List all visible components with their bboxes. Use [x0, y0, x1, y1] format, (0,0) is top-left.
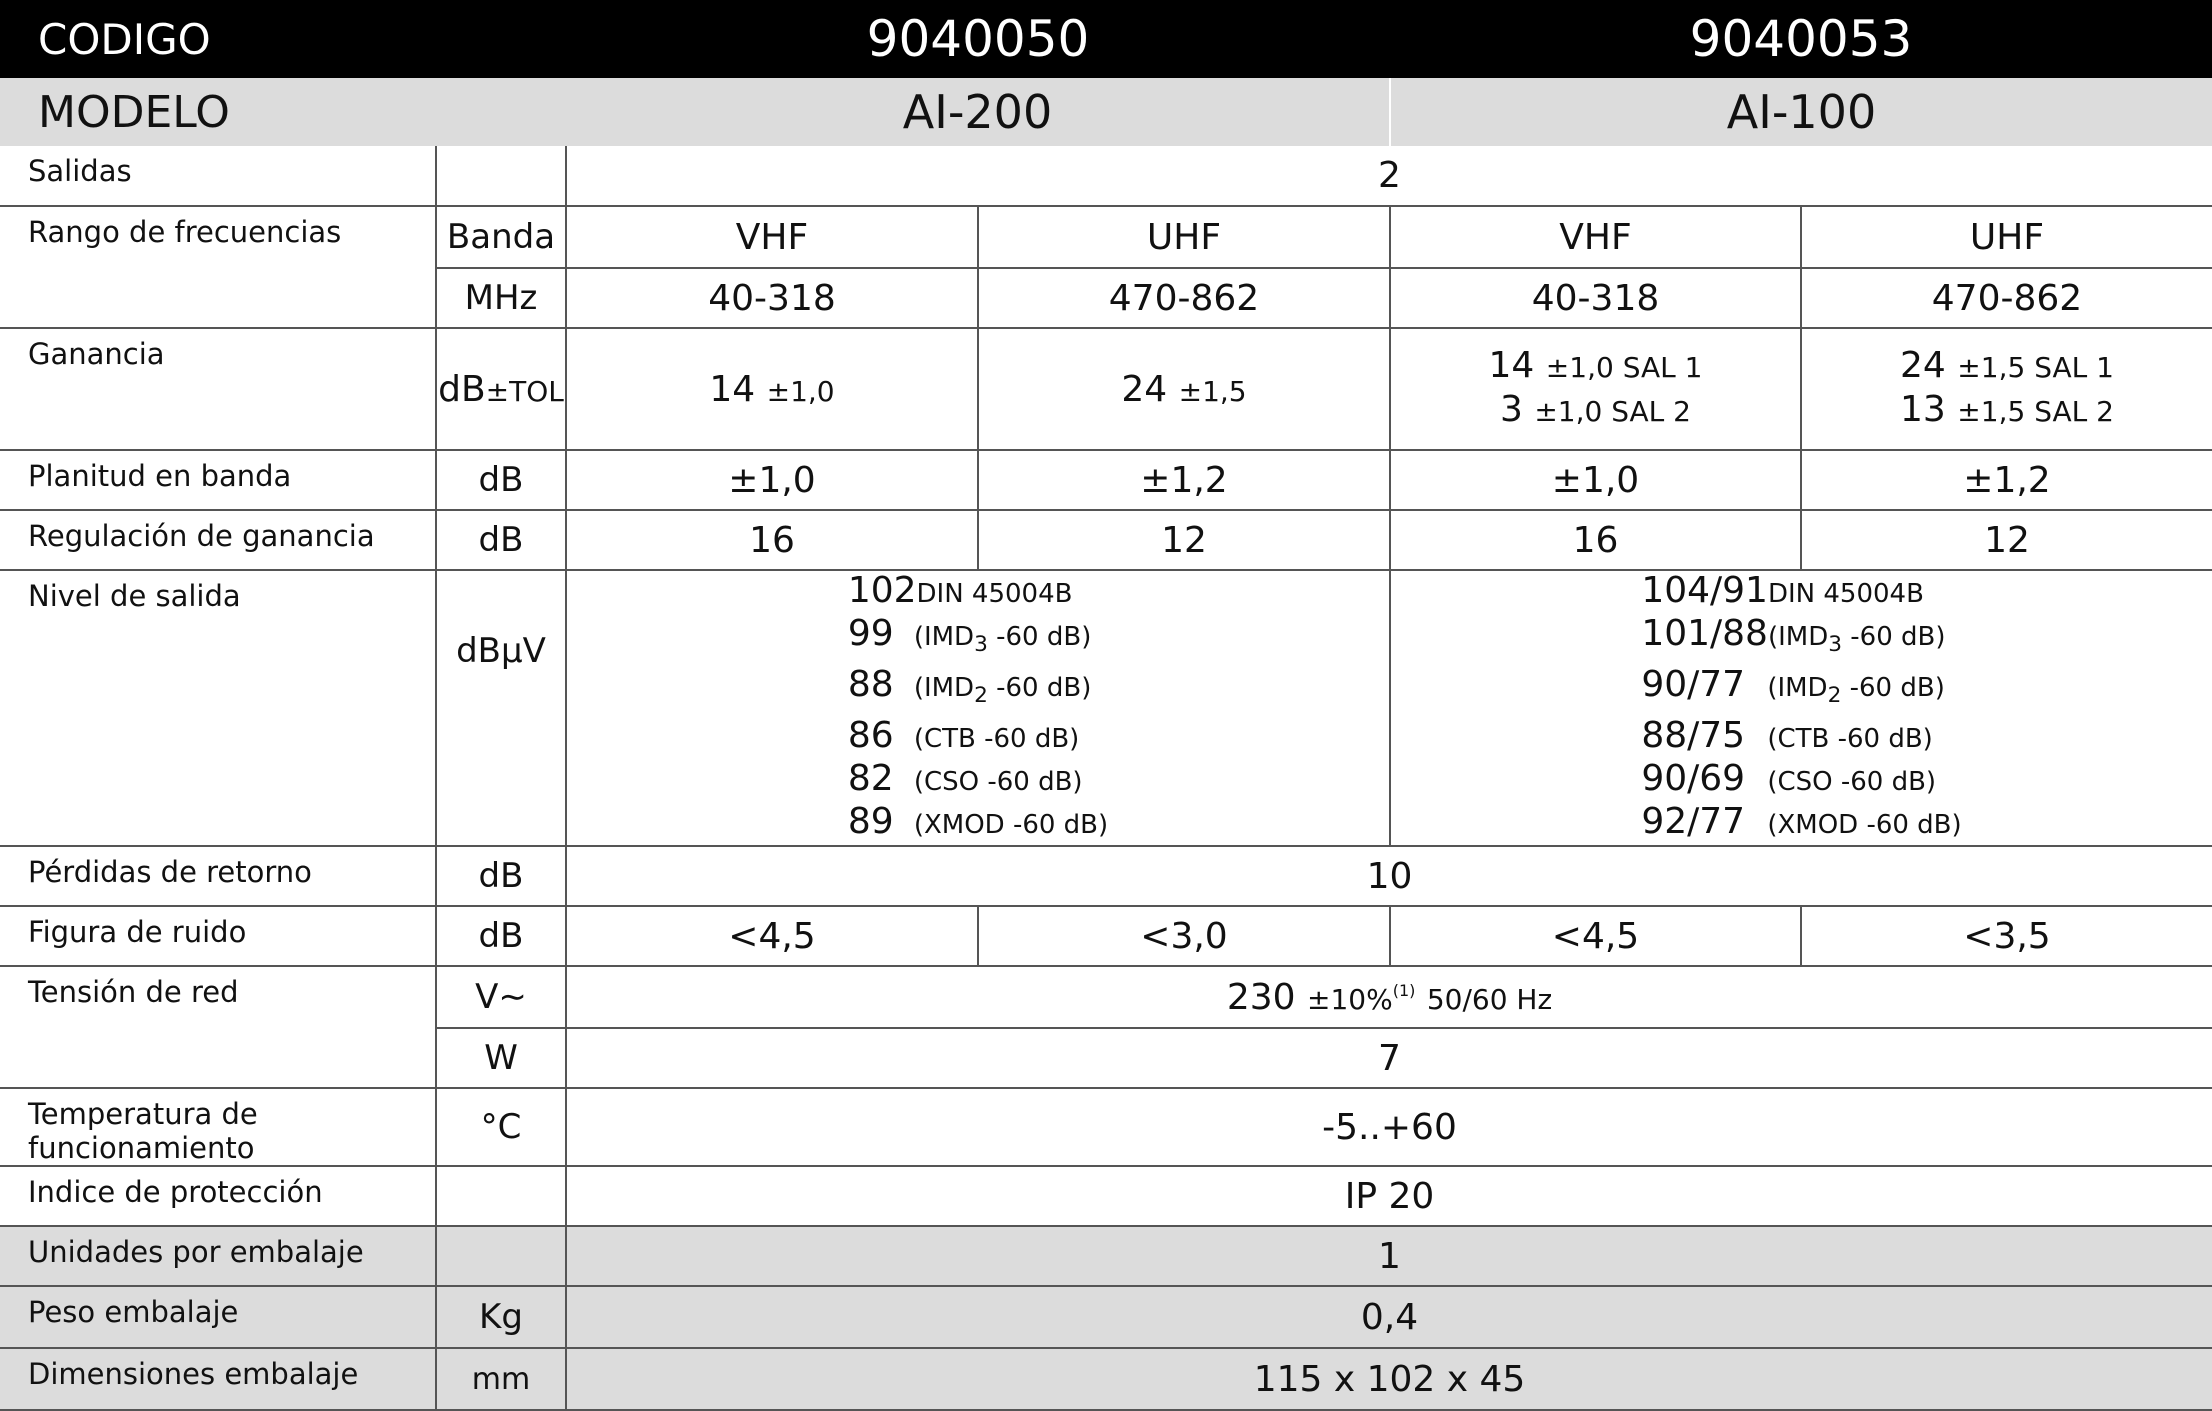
- ganancia-value: 3: [1499, 389, 1523, 430]
- nivel-desc: -60 dB): [987, 673, 1092, 704]
- nivel-value: 88: [847, 664, 894, 706]
- ruido-cell: <4,5: [1390, 906, 1801, 966]
- tension-v-row: [0, 966, 2212, 1028]
- perdidas-row: [0, 846, 2212, 906]
- ganancia-value: 24: [1121, 368, 1168, 410]
- ganancia-unit-main: dB: [438, 368, 486, 410]
- nivel-desc: (CSO -60 dB): [913, 767, 1083, 798]
- nivel-row: [0, 570, 2212, 846]
- nivel-desc: (IMD: [913, 673, 975, 704]
- ganancia-value: 14: [709, 368, 756, 410]
- tension-v-value: [566, 966, 2212, 1028]
- regulacion-label: Regulación de ganancia: [0, 510, 436, 570]
- ganancia-unit-sub: ±TOL: [485, 374, 564, 408]
- proteccion-unit: [436, 1166, 566, 1226]
- nivel-desc: (CTB -60 dB): [1767, 724, 1933, 755]
- unidades-row: [0, 1226, 2212, 1286]
- peso-value: 0,4: [566, 1286, 2212, 1348]
- nivel-value: 82: [847, 758, 894, 800]
- nivel-value: 101/88: [1641, 613, 1768, 654]
- modelo-row: [0, 78, 2212, 146]
- nivel-desc: (XMOD -60 dB): [1767, 810, 1962, 841]
- banda-cell: UHF: [1801, 206, 2212, 268]
- nivel-desc: -60 dB): [1842, 622, 1946, 652]
- modelo-ai100: AI-100: [1390, 78, 2212, 146]
- ganancia-tol: ±1,5 SAL 2: [1957, 395, 2114, 428]
- peso-row: [0, 1286, 2212, 1348]
- planitud-label: Planitud en banda: [0, 450, 436, 510]
- banda-cell: VHF: [1390, 206, 1801, 268]
- nivel-desc: DIN 45004B: [1767, 579, 1924, 609]
- mhz-cell: 40-318: [1390, 268, 1801, 328]
- nivel-label: Nivel de salida: [0, 570, 436, 846]
- codigo-ai100: 9040053: [1390, 0, 2212, 78]
- nivel-value: 99: [847, 613, 894, 654]
- tension-frequency: 50/60 Hz: [1426, 982, 1553, 1016]
- codigo-row: [0, 0, 2212, 78]
- nivel-value: 86: [847, 715, 894, 757]
- banda-row: [0, 206, 2212, 268]
- salidas-unit: [436, 146, 566, 206]
- planitud-cell: ±1,2: [978, 450, 1390, 510]
- tension-label: Tensión de red: [0, 966, 436, 1088]
- ganancia-label: Ganancia: [0, 328, 436, 450]
- proteccion-label: Indice de protección: [0, 1166, 436, 1226]
- tension-tolerance: ±10%: [1307, 982, 1393, 1016]
- temperatura-label: Temperatura de funcionamiento: [0, 1088, 436, 1166]
- nivel-desc-sub: 2: [974, 683, 988, 709]
- regulacion-row: [0, 510, 2212, 570]
- tension-v-unit: V∼: [436, 966, 566, 1028]
- ruido-cell: <4,5: [566, 906, 978, 966]
- ruido-row: [0, 906, 2212, 966]
- banda-cell: UHF: [978, 206, 1390, 268]
- dimensiones-value: 115 x 102 x 45: [566, 1348, 2212, 1410]
- regulacion-cell: 16: [1390, 510, 1801, 570]
- temperatura-row: [0, 1088, 2212, 1166]
- modelo-label: MODELO: [0, 78, 566, 146]
- proteccion-row: [0, 1166, 2212, 1226]
- ganancia-tol: ±1,5 SAL 1: [1957, 351, 2114, 384]
- nivel-desc-sub: 2: [1827, 683, 1842, 709]
- nivel-desc: (CSO -60 dB): [1767, 767, 1937, 798]
- ganancia-row: [0, 328, 2212, 450]
- salidas-label: Salidas: [28, 154, 132, 188]
- nivel-desc: (IMD: [1767, 673, 1828, 704]
- ganancia-value: 24: [1900, 345, 1946, 386]
- nivel-list: [848, 571, 1108, 845]
- planitud-cell: ±1,0: [1390, 450, 1801, 510]
- planitud-unit: dB: [436, 450, 566, 510]
- perdidas-value: 10: [566, 846, 2212, 906]
- ganancia-tol: ±1,0 SAL 2: [1534, 395, 1691, 428]
- perdidas-unit: dB: [436, 846, 566, 906]
- ruido-cell: <3,5: [1801, 906, 2212, 966]
- ganancia-cell: [566, 328, 978, 450]
- planitud-cell: ±1,2: [1801, 450, 2212, 510]
- nivel-desc: (CTB -60 dB): [913, 724, 1080, 755]
- regulacion-unit: dB: [436, 510, 566, 570]
- tension-w-unit: W: [436, 1028, 566, 1088]
- regulacion-cell: 12: [978, 510, 1390, 570]
- nivel-desc: (XMOD -60 dB): [913, 810, 1109, 841]
- unidades-label: Unidades por embalaje: [0, 1226, 436, 1286]
- tension-voltage: 230: [1226, 976, 1296, 1018]
- ruido-cell: <3,0: [978, 906, 1390, 966]
- nivel-ai200: [566, 570, 1390, 846]
- temperatura-unit: °C: [436, 1088, 566, 1166]
- tension-w-value: 7: [566, 1028, 2212, 1088]
- ruido-unit: dB: [436, 906, 566, 966]
- regulacion-cell: 12: [1801, 510, 2212, 570]
- banda-cell: VHF: [566, 206, 978, 268]
- planitud-row: [0, 450, 2212, 510]
- codigo-ai200: 9040050: [566, 0, 1390, 78]
- dimensiones-row: [0, 1348, 2212, 1410]
- regulacion-cell: 16: [566, 510, 978, 570]
- nivel-value: 92/77: [1641, 801, 1746, 843]
- ganancia-cell: [978, 328, 1390, 450]
- ganancia-tol: ±1,0 SAL 1: [1545, 351, 1703, 384]
- ganancia-unit: [436, 328, 566, 450]
- nivel-desc: (IMD: [913, 622, 975, 652]
- peso-label: Peso embalaje: [0, 1286, 436, 1348]
- codigo-label: CODIGO: [0, 0, 566, 78]
- unidades-value: 1: [566, 1226, 2212, 1286]
- ruido-label: Figura de ruido: [0, 906, 436, 966]
- planitud-cell: ±1,0: [566, 450, 978, 510]
- nivel-desc: -60 dB): [987, 622, 1092, 652]
- mhz-cell: 470-862: [978, 268, 1390, 328]
- ganancia-value: 13: [1900, 389, 1946, 430]
- rango-label: Rango de frecuencias: [0, 206, 436, 328]
- temperatura-value: -5..+60: [566, 1088, 2212, 1166]
- nivel-desc: DIN 45004B: [916, 579, 1073, 609]
- ganancia-cell: [1801, 328, 2212, 450]
- nivel-list: [1641, 571, 1961, 845]
- dimensiones-unit: mm: [436, 1348, 566, 1410]
- nivel-unit: dBμV: [436, 570, 566, 846]
- nivel-desc-sub: 3: [974, 632, 988, 658]
- nivel-desc: (IMD: [1767, 622, 1829, 652]
- nivel-value: 90/69: [1641, 758, 1746, 800]
- ganancia-tol: ±1,5: [1178, 374, 1247, 408]
- proteccion-value: IP 20: [566, 1166, 2212, 1226]
- banda-unit: Banda: [436, 206, 566, 268]
- salidas-row: [0, 146, 2212, 206]
- ganancia-tol: ±1,0: [766, 374, 835, 408]
- ganancia-cell: [1390, 328, 1801, 450]
- mhz-cell: 40-318: [566, 268, 978, 328]
- mhz-cell: 470-862: [1801, 268, 2212, 328]
- nivel-value: 104/91: [1641, 570, 1768, 611]
- perdidas-label: Pérdidas de retorno: [0, 846, 436, 906]
- nivel-desc: -60 dB): [1841, 673, 1945, 704]
- salidas-value: 2: [566, 146, 2212, 206]
- mhz-unit: MHz: [436, 268, 566, 328]
- nivel-value: 90/77: [1641, 664, 1746, 706]
- ganancia-value: 14: [1488, 345, 1535, 386]
- dimensiones-label: Dimensiones embalaje: [0, 1348, 436, 1410]
- tension-note: (1): [1392, 980, 1416, 1000]
- nivel-value: 89: [847, 801, 894, 843]
- nivel-value: 102: [847, 570, 917, 611]
- nivel-desc-sub: 3: [1828, 632, 1843, 658]
- unidades-unit: [436, 1226, 566, 1286]
- modelo-ai200: AI-200: [566, 78, 1390, 146]
- peso-unit: Kg: [436, 1286, 566, 1348]
- nivel-ai100: [1390, 570, 2212, 846]
- nivel-value: 88/75: [1641, 715, 1746, 757]
